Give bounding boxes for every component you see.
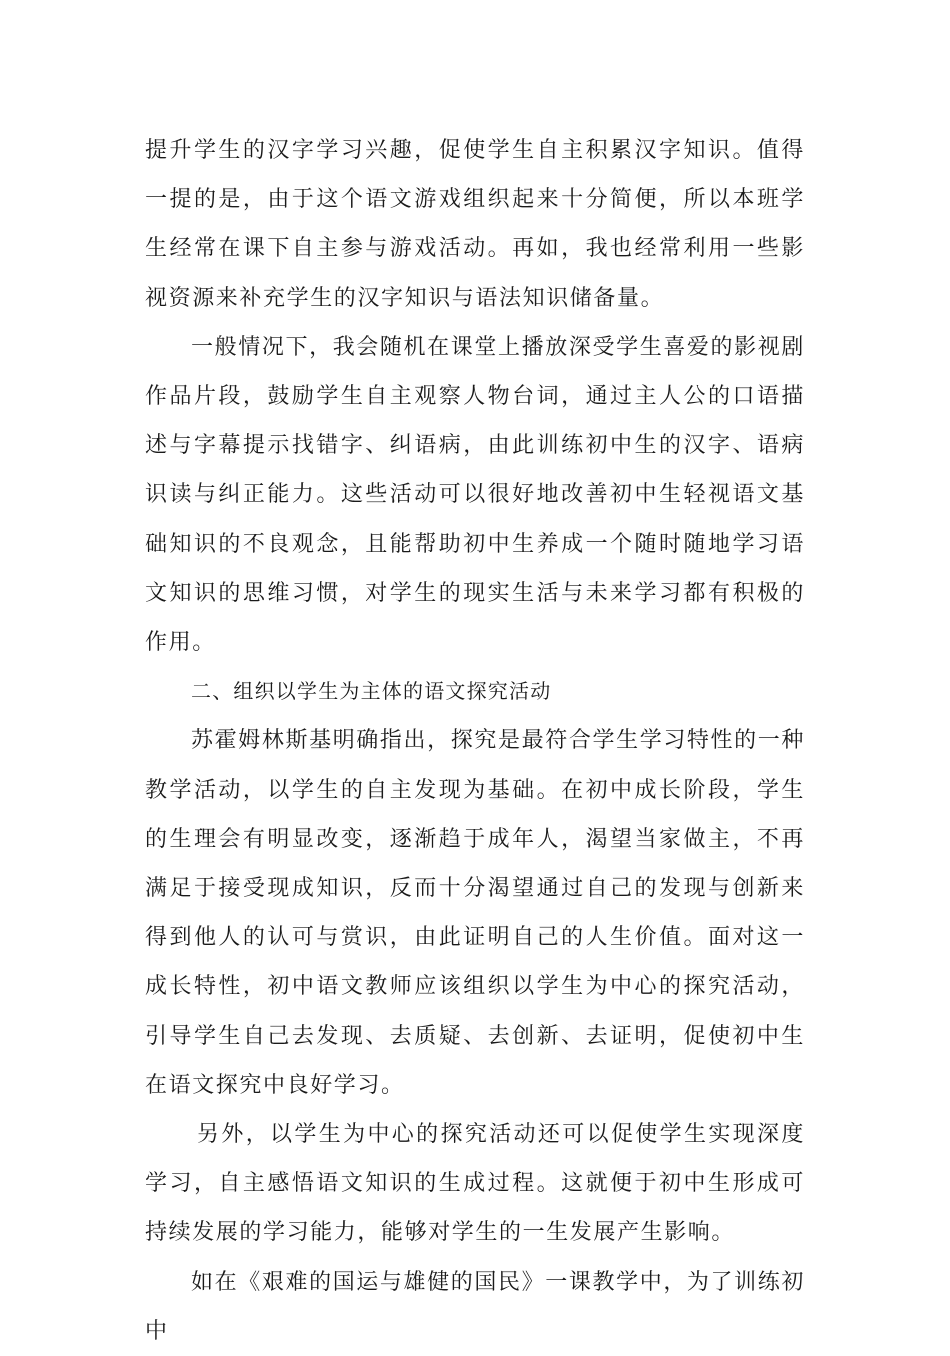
paragraph-5: 如在《艰难的国运与雄健的国民》一课教学中，为了训练初中 [145, 1269, 805, 1344]
paragraph-3: 苏霍姆林斯基明确指出，探究是最符合学生学习特性的一种教学活动，以学生的自主发现为基础。在初中成长阶段，学生的生理会有明显改变，逐渐趋于成年人，渴望当家做主，不再满足于接受现成知识，反而十分渴望通过自己的发现与创新来得到他人的认可与赏识，由此证明自己的人生价值。面对这一成长特性，初中语文教师应该组织以学生为中心的探究活动，引导学生自己去发现、去质疑、去创新、去证明，促使初中生在语文探究中良好学习。 [145, 728, 805, 1098]
paragraph-2: 一般情况下，我会随机在课堂上播放深受学生喜爱的影视剧作品片段，鼓励学生自主观察人物台词，通过主人公的口语描述与字幕提示找错字、纠语病，由此训练初中生的汉字、语病识读与纠正能力。这些活动可以很好地改善初中生轻视语文基础知识的不良观念，且能帮助初中生养成一个随时随地学习语文知识的思维习惯，对学生的现实生活与未来学习都有积极的作用。 [145, 334, 805, 656]
paragraph-1: 提升学生的汉字学习兴趣，促使学生自主积累汉字知识。值得一提的是，由于这个语文游戏组织起来十分简便，所以本班学生经常在课下自主参与游戏活动。再如，我也经常利用一些影视资源来补充学生的汉字知识与语法知识储备量。 [145, 138, 805, 311]
paragraph-4: 另外，以学生为中心的探究活动还可以促使学生实现深度学习，自主感悟语文知识的生成过程。这就便于初中生形成可持续发展的学习能力，能够对学生的一生发展产生影响。 [145, 1122, 805, 1246]
section-heading: 二、组织以学生为主体的语文探究活动 [191, 679, 552, 704]
document-body [145, 126, 805, 1356]
